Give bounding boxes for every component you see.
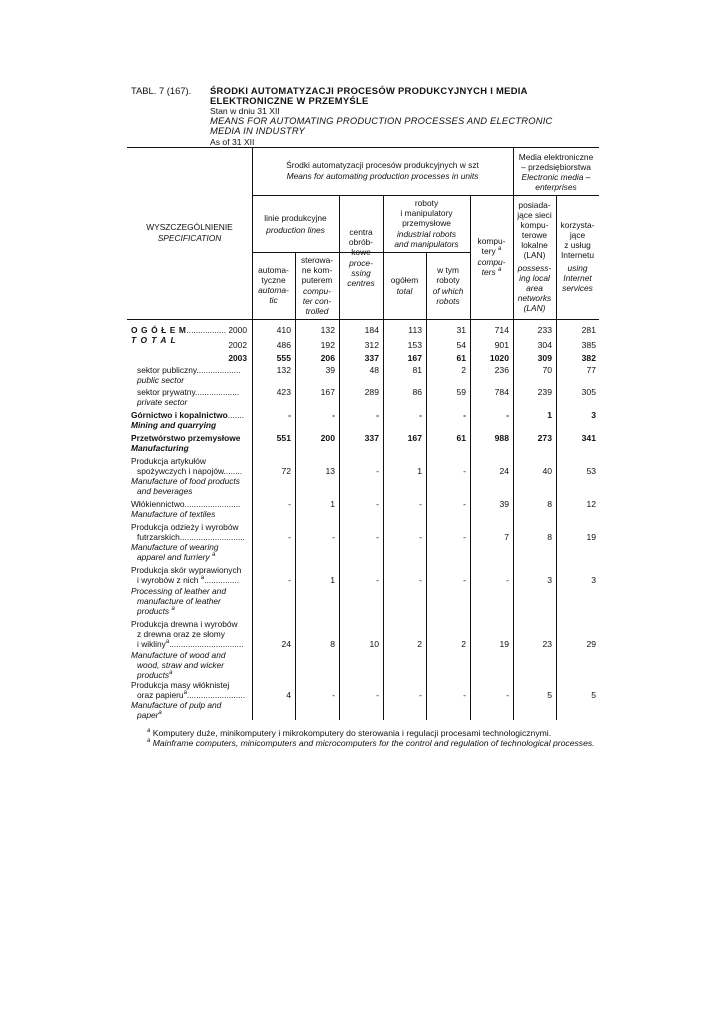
ster-header-en1: compu- xyxy=(303,286,331,296)
row-total-year-2002: 2002 xyxy=(228,340,247,350)
row-private-label-pl: sektor prywatny................... xyxy=(137,387,240,397)
komp-header-pl2: tery xyxy=(481,246,496,256)
table-cell: 113 xyxy=(408,325,422,335)
table-cell: 1 xyxy=(547,410,552,420)
row-apparel-label-pl2: futrzarskich............................ xyxy=(137,532,245,542)
table-cell: - xyxy=(463,532,466,542)
table-cell: - xyxy=(463,575,466,585)
wood-footnote-mark-en: a xyxy=(169,670,173,677)
table-cell: - xyxy=(332,690,335,700)
row-leather-label-en1: Processing of leather and xyxy=(131,586,226,596)
table-cell: 19 xyxy=(499,639,509,649)
table-cell: 1020 xyxy=(489,353,509,363)
title-pl-line1: ŚRODKI AUTOMATYZACJI PROCESÓW PRODUKCYJNYCH I MEDIA xyxy=(210,85,528,96)
table-cell: 167 xyxy=(407,353,422,363)
robots-header-en1: industrial robots xyxy=(396,229,457,239)
ster-header-en3: trolled xyxy=(305,306,329,316)
table-cell: 167 xyxy=(320,387,335,397)
pulp-footnote-mark-en: a xyxy=(158,710,162,717)
komp-footnote-mark-en: a xyxy=(497,267,502,274)
row-wood-label-pl3: i wikliny$^a$................................ xyxy=(137,639,244,649)
spec-header-en: SPECIFICATION xyxy=(157,233,222,243)
table-cell: - xyxy=(288,532,291,542)
row-wood-label-en2: wood, straw and wicker xyxy=(137,660,225,670)
ster-header-pl2: ne kom- xyxy=(301,265,333,275)
row-food-label-pl1: Produkcja artykułów xyxy=(131,456,206,466)
media-header-en2: enterprises xyxy=(535,182,577,192)
komp-header-pl1: kompu- xyxy=(477,236,506,246)
inet-header-pl2: jące xyxy=(569,230,586,240)
row-leather-label-pl2: i wyrobów z nich $^a$............... xyxy=(137,575,240,585)
table-cell: 153 xyxy=(407,340,422,350)
table-cell: 1 xyxy=(330,575,335,585)
row-total-year-2000: 2000 xyxy=(228,325,247,335)
row-total-year-2003: 2003 xyxy=(228,353,247,363)
means-header-pl: Środki automatyzacji procesów produkcyjnych w szt xyxy=(286,160,479,170)
row-mining-label-pl: Górnictwo i kopalnictwo....... xyxy=(131,410,245,420)
lan-header-pl1: posiada- xyxy=(518,200,551,210)
table-cell: - xyxy=(506,575,509,585)
table-cell: 81 xyxy=(412,365,422,375)
table-cell: 4 xyxy=(286,690,291,700)
table-cell: - xyxy=(376,690,379,700)
table-cell: 337 xyxy=(364,353,379,363)
table-cell: 12 xyxy=(586,499,596,509)
row-wood-label-en3: products$^a$ xyxy=(137,670,173,680)
centra-header-en1: proce- xyxy=(349,258,373,268)
table-cell: 236 xyxy=(494,365,509,375)
auto-header-pl2: tyczne xyxy=(261,275,286,285)
lan-header-pl6: (LAN) xyxy=(523,250,546,260)
table-cell: 3 xyxy=(591,575,596,585)
leather-footnote-mark: a xyxy=(200,575,205,582)
robots-header-pl1: roboty xyxy=(414,198,439,208)
header-rule-1 xyxy=(252,195,599,196)
table-cell: 61 xyxy=(456,353,466,363)
table-cell: 167 xyxy=(407,433,422,443)
table-cell: 714 xyxy=(494,325,509,335)
date-pl: Stan w dniu 31 XII xyxy=(210,106,280,116)
table-cell: 184 xyxy=(364,325,379,335)
table-cell: - xyxy=(419,499,422,509)
lan-header-pl2: jące sieci xyxy=(517,210,552,220)
row-leather-label-en2: manufacture of leather xyxy=(137,596,221,606)
robots-header-pl3: przemysłowe xyxy=(402,218,451,228)
inet-header-pl1: korzysta- xyxy=(560,220,595,230)
apparel-footnote-mark: a xyxy=(211,552,216,559)
table-cell: 289 xyxy=(364,387,379,397)
row-private-label-en: private sector xyxy=(137,397,188,407)
table-cell: - xyxy=(376,410,379,420)
table-cell: - xyxy=(376,466,379,476)
ster-header-en2: ter con- xyxy=(302,296,332,306)
table-cell: - xyxy=(288,410,291,420)
table-cell: 5 xyxy=(547,690,552,700)
table-cell: 206 xyxy=(320,353,335,363)
table-cell: - xyxy=(332,532,335,542)
table-cell: 2 xyxy=(461,365,466,375)
komp-header-en1: compu- xyxy=(477,257,506,267)
table-cell: 2 xyxy=(417,639,422,649)
media-header-pl2: – przedsiębiorstwa xyxy=(521,162,591,172)
row-manuf-label-en: Manufacturing xyxy=(131,443,189,453)
header-bottom-rule xyxy=(127,319,599,320)
table-cell: 23 xyxy=(542,639,552,649)
row-food-label-pl2: spożywczych i napojów........ xyxy=(137,466,243,476)
table-number: TABL. 7 (167). xyxy=(131,85,192,96)
row-textiles-label-pl: Włókiennictwo........................ xyxy=(131,499,241,509)
title-en-line1: MEANS FOR AUTOMATING PRODUCTION PROCESSES AND ELECTRONIC xyxy=(210,115,553,126)
table-cell: - xyxy=(419,532,422,542)
row-apparel-label-en2: apparel and furriery $^a$ xyxy=(137,552,216,562)
centra-header-en2: ssing xyxy=(351,268,371,278)
table-cell: 551 xyxy=(276,433,291,443)
row-pulp-label-en1: Manufacture of pulp and xyxy=(131,700,222,710)
table-cell: 24 xyxy=(499,466,509,476)
wtym-header-pl2: roboty xyxy=(436,275,460,285)
wtym-header-en1: of which xyxy=(432,286,464,296)
row-wood-label-en1: Manufacture of wood and xyxy=(131,650,226,660)
wtym-header-pl1: w tym xyxy=(437,265,459,275)
robots-header-pl2: i manipulatory xyxy=(400,208,453,218)
lines-header-pl: linie produkcyjne xyxy=(264,213,327,223)
title-en-line2: MEDIA IN INDUSTRY xyxy=(210,125,305,136)
table-cell: - xyxy=(463,690,466,700)
table-cell: 309 xyxy=(537,353,552,363)
ogolem-header-en: total xyxy=(396,286,413,296)
table-top-rule xyxy=(127,147,599,148)
media-header-en1: Electronic media – xyxy=(521,172,591,182)
table-cell: 19 xyxy=(586,532,596,542)
table-cell: - xyxy=(376,575,379,585)
row-apparel-label-en1: Manufacture of wearing xyxy=(131,542,219,552)
centra-header-pl3: kowe xyxy=(351,247,371,257)
table-cell: 132 xyxy=(276,365,291,375)
row-pulp-label-en2: paper$^a$ xyxy=(137,710,162,720)
pulp-footnote-mark: a xyxy=(183,690,187,697)
table-cell: 410 xyxy=(276,325,291,335)
inet-header-en1: using xyxy=(567,263,588,273)
table-cell: - xyxy=(506,690,509,700)
table-cell: 281 xyxy=(581,325,596,335)
lines-header-en: production lines xyxy=(266,225,325,235)
table-cell: - xyxy=(463,499,466,509)
table-cell: 53 xyxy=(586,466,596,476)
lan-header-en4: networks xyxy=(517,293,552,303)
row-food-label-en2: and beverages xyxy=(137,486,193,496)
centra-header-pl2: obrób- xyxy=(348,237,374,247)
table-cell: 24 xyxy=(281,639,291,649)
table-cell: - xyxy=(419,690,422,700)
table-cell: - xyxy=(376,499,379,509)
table-cell: - xyxy=(463,410,466,420)
lan-header-en5: (LAN) xyxy=(523,303,546,313)
row-leather-label-en3: products $^a$ xyxy=(137,606,175,616)
table-cell: - xyxy=(463,466,466,476)
table-cell: 423 xyxy=(276,387,291,397)
row-textiles-label-en: Manufacture of textiles xyxy=(131,509,216,519)
row-total-label-en: T O T A L xyxy=(131,335,177,345)
footnote-en: $^a$ Mainframe computers, minicomputers and microcomputers for the control and regulation of technological processes. xyxy=(147,738,595,748)
row-public-label-pl: sektor publiczny................... xyxy=(137,365,241,375)
media-header-pl1: Media elektroniczne xyxy=(518,152,594,162)
table-cell: - xyxy=(288,575,291,585)
ster-header-pl3: puterem xyxy=(301,275,333,285)
table-cell: - xyxy=(288,499,291,509)
table-cell: 59 xyxy=(456,387,466,397)
table-cell: 192 xyxy=(320,340,335,350)
table-cell: 3 xyxy=(591,410,596,420)
col-divider-2 xyxy=(295,252,296,720)
row-pulp-label-pl2: oraz papieru$^a$......................... xyxy=(137,690,246,700)
table-cell: 1 xyxy=(417,466,422,476)
row-pulp-label-pl1: Produkcja masy włóknistej xyxy=(131,680,230,690)
means-header-en: Means for automating production processes in units xyxy=(286,171,479,181)
table-cell: 13 xyxy=(325,466,335,476)
date-en: As of 31 XII xyxy=(210,137,255,147)
table-cell: 3 xyxy=(547,575,552,585)
table-cell: 77 xyxy=(586,365,596,375)
table-cell: 382 xyxy=(581,353,596,363)
table-cell: 8 xyxy=(330,639,335,649)
table-cell: 273 xyxy=(537,433,552,443)
komp-header-en2: ters xyxy=(481,267,496,277)
table-cell: 555 xyxy=(276,353,291,363)
table-cell: 10 xyxy=(369,639,379,649)
table-cell: 312 xyxy=(364,340,379,350)
table-cell: 31 xyxy=(456,325,466,335)
table-cell: 784 xyxy=(494,387,509,397)
table-cell: - xyxy=(419,575,422,585)
centra-header-en3: centres xyxy=(347,278,375,288)
row-food-label-en1: Manufacture of food products xyxy=(131,476,240,486)
table-cell: 40 xyxy=(542,466,552,476)
table-cell: 5 xyxy=(591,690,596,700)
table-cell: 1 xyxy=(330,499,335,509)
table-cell: 132 xyxy=(320,325,335,335)
spec-header-pl: WYSZCZEGÓLNIENIE xyxy=(146,222,233,232)
table-cell: 200 xyxy=(320,433,335,443)
centra-header-pl1: centra xyxy=(349,227,373,237)
table-cell: 72 xyxy=(281,466,291,476)
komp-footnote-mark: a xyxy=(497,246,502,253)
row-manuf-label-pl: Przetwórstwo przemysłowe xyxy=(131,433,241,443)
table-cell: 2 xyxy=(461,639,466,649)
table-cell: 337 xyxy=(364,433,379,443)
row-mining-label-en: Mining and quarrying xyxy=(131,420,217,430)
title-pl-line2: ELEKTRONICZNE W PRZEMYŚLE xyxy=(210,95,369,106)
row-total-label-pl: O G Ó Ł E M................. xyxy=(131,325,227,335)
footnote-mark-en: a xyxy=(147,738,151,745)
table-cell: 48 xyxy=(369,365,379,375)
table-cell: 7 xyxy=(504,532,509,542)
table-cell: - xyxy=(419,410,422,420)
table-cell: 239 xyxy=(537,387,552,397)
ster-header-pl1: sterowa- xyxy=(300,255,334,265)
lan-header-en3: area xyxy=(526,283,543,293)
table-cell: - xyxy=(506,410,509,420)
table-cell: 39 xyxy=(325,365,335,375)
lan-header-en1: possess- xyxy=(517,263,552,273)
leather-footnote-mark-en: a xyxy=(171,606,175,613)
table-cell: 86 xyxy=(412,387,422,397)
table-cell: 305 xyxy=(581,387,596,397)
row-public-label-en: public sector xyxy=(137,375,185,385)
footnote-pl: $^a$ Komputery duże, minikomputery i mikrokomputery do sterowania i regulacji procesami technologicznymi. xyxy=(147,728,552,738)
auto-header-en1: automa- xyxy=(258,285,289,295)
auto-header-en2: tic xyxy=(269,295,278,305)
lan-header-pl4: terowe xyxy=(521,230,548,240)
row-wood-label-pl2: z drewna oraz ze słomy xyxy=(137,629,225,639)
lan-header-en2: ing local xyxy=(519,273,550,283)
inet-header-en3: services xyxy=(562,283,593,293)
robots-header-en2: and manipulators xyxy=(394,239,459,249)
table-cell: 29 xyxy=(586,639,596,649)
col-divider-5 xyxy=(426,252,427,720)
lan-header-pl3: kompu- xyxy=(520,220,549,230)
wood-footnote-mark: a xyxy=(165,639,170,646)
lan-header-pl5: lokalne xyxy=(521,240,548,250)
inet-header-en2: Internet xyxy=(563,273,592,283)
table-cell: 54 xyxy=(456,340,466,350)
ogolem-header-pl: ogółem xyxy=(390,275,419,285)
table-cell: - xyxy=(376,532,379,542)
row-wood-label-pl1: Produkcja drewna i wyrobów xyxy=(131,619,238,629)
table-cell: 8 xyxy=(547,532,552,542)
table-cell: 39 xyxy=(499,499,509,509)
row-leather-label-pl1: Produkcja skór wyprawionych xyxy=(131,565,242,575)
table-cell: 385 xyxy=(581,340,596,350)
table-cell: 486 xyxy=(276,340,291,350)
table-cell: 233 xyxy=(537,325,552,335)
table-cell: - xyxy=(332,410,335,420)
table-cell: 988 xyxy=(494,433,509,443)
inet-header-pl4: Internetu xyxy=(560,250,595,260)
table-cell: 901 xyxy=(494,340,509,350)
table-cell: 70 xyxy=(542,365,552,375)
auto-header-pl1: automa- xyxy=(258,265,289,275)
inet-header-pl3: z usług xyxy=(564,240,591,250)
footnote-mark-pl: a xyxy=(147,728,151,735)
table-cell: 8 xyxy=(547,499,552,509)
table-cell: 304 xyxy=(537,340,552,350)
table-cell: 61 xyxy=(456,433,466,443)
row-apparel-label-pl1: Produkcja odzieży i wyrobów xyxy=(131,522,239,532)
table-cell: 341 xyxy=(581,433,596,443)
wtym-header-en2: robots xyxy=(436,296,460,306)
